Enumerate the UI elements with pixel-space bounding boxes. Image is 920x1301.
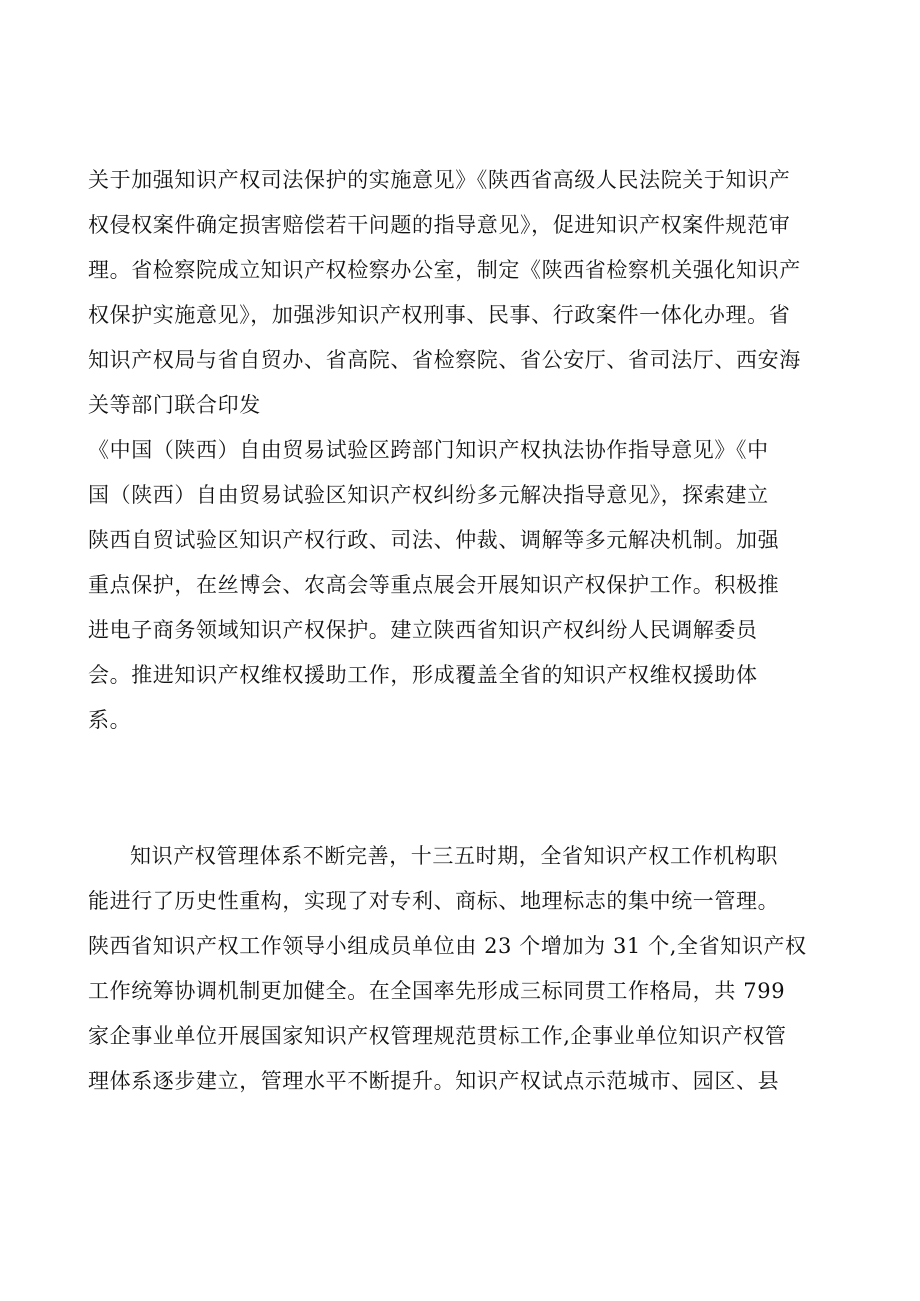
- text-line: 《中国（陕西）自由贸易试验区跨部门知识产权执法协作指导意见》《中: [88, 438, 769, 462]
- text-line: 知识产权管理体系不断完善，十三五时期，全省知识产权工作机构职: [130, 844, 778, 868]
- text-line: 关等部门联合印发: [88, 393, 261, 417]
- text-line: 系。: [88, 708, 132, 732]
- text-line: 关于加强知识产权司法保护的实施意见》《陕西省高级人民法院关于知识产: [88, 168, 791, 192]
- text-line: 陕西自贸试验区知识产权行政、司法、仲裁、调解等多元解决机制。加强: [88, 528, 780, 552]
- text-line: 进电子商务领域知识产权保护。建立陕西省知识产权纠纷人民调解委员: [88, 618, 758, 642]
- text-line: 家企事业单位开展国家知识产权管理规范贯标工作,企事业单位知识产权管: [88, 1024, 787, 1048]
- text-line: 权侵权案件确定损害赔偿若干问题的指导意见》，促进知识产权案件规范审: [88, 213, 791, 237]
- paragraph-ip-management-system: [88, 834, 848, 1104]
- text-line: 会。推进知识产权维权援助工作，形成覆盖全省的知识产权维权援助体: [88, 663, 758, 687]
- text-line: 理。省检察院成立知识产权检察办公室，制定《陕西省检察机关强化知识产: [88, 258, 801, 282]
- text-line: 理体系逐步建立，管理水平不断提升。知识产权试点示范城市、园区、县: [88, 1069, 780, 1093]
- text-line: 权保护实施意见》，加强涉知识产权刑事、民事、行政案件一体化办理。省: [88, 303, 791, 327]
- text-line: 陕西省知识产权工作领导小组成员单位由 23 个增加为 31 个,全省知识产权: [88, 934, 807, 958]
- text-line: 国（陕西）自由贸易试验区知识产权纠纷多元解决指导意见》，探索建立: [88, 483, 769, 507]
- text-line: 知识产权局与省自贸办、省高院、省检察院、省公安厅、省司法厅、西安海: [88, 348, 801, 372]
- text-line: 重点保护，在丝博会、农高会等重点展会开展知识产权保护工作。积极推: [88, 573, 780, 597]
- text-line: 能进行了历史性重构，实现了对专利、商标、地理标志的集中统一管理。: [88, 889, 780, 913]
- paragraph-ip-judicial-protection: [88, 158, 848, 743]
- text-line: 工作统筹协调机制更加健全。在全国率先形成三标同贯工作格局，共 799: [88, 979, 786, 1003]
